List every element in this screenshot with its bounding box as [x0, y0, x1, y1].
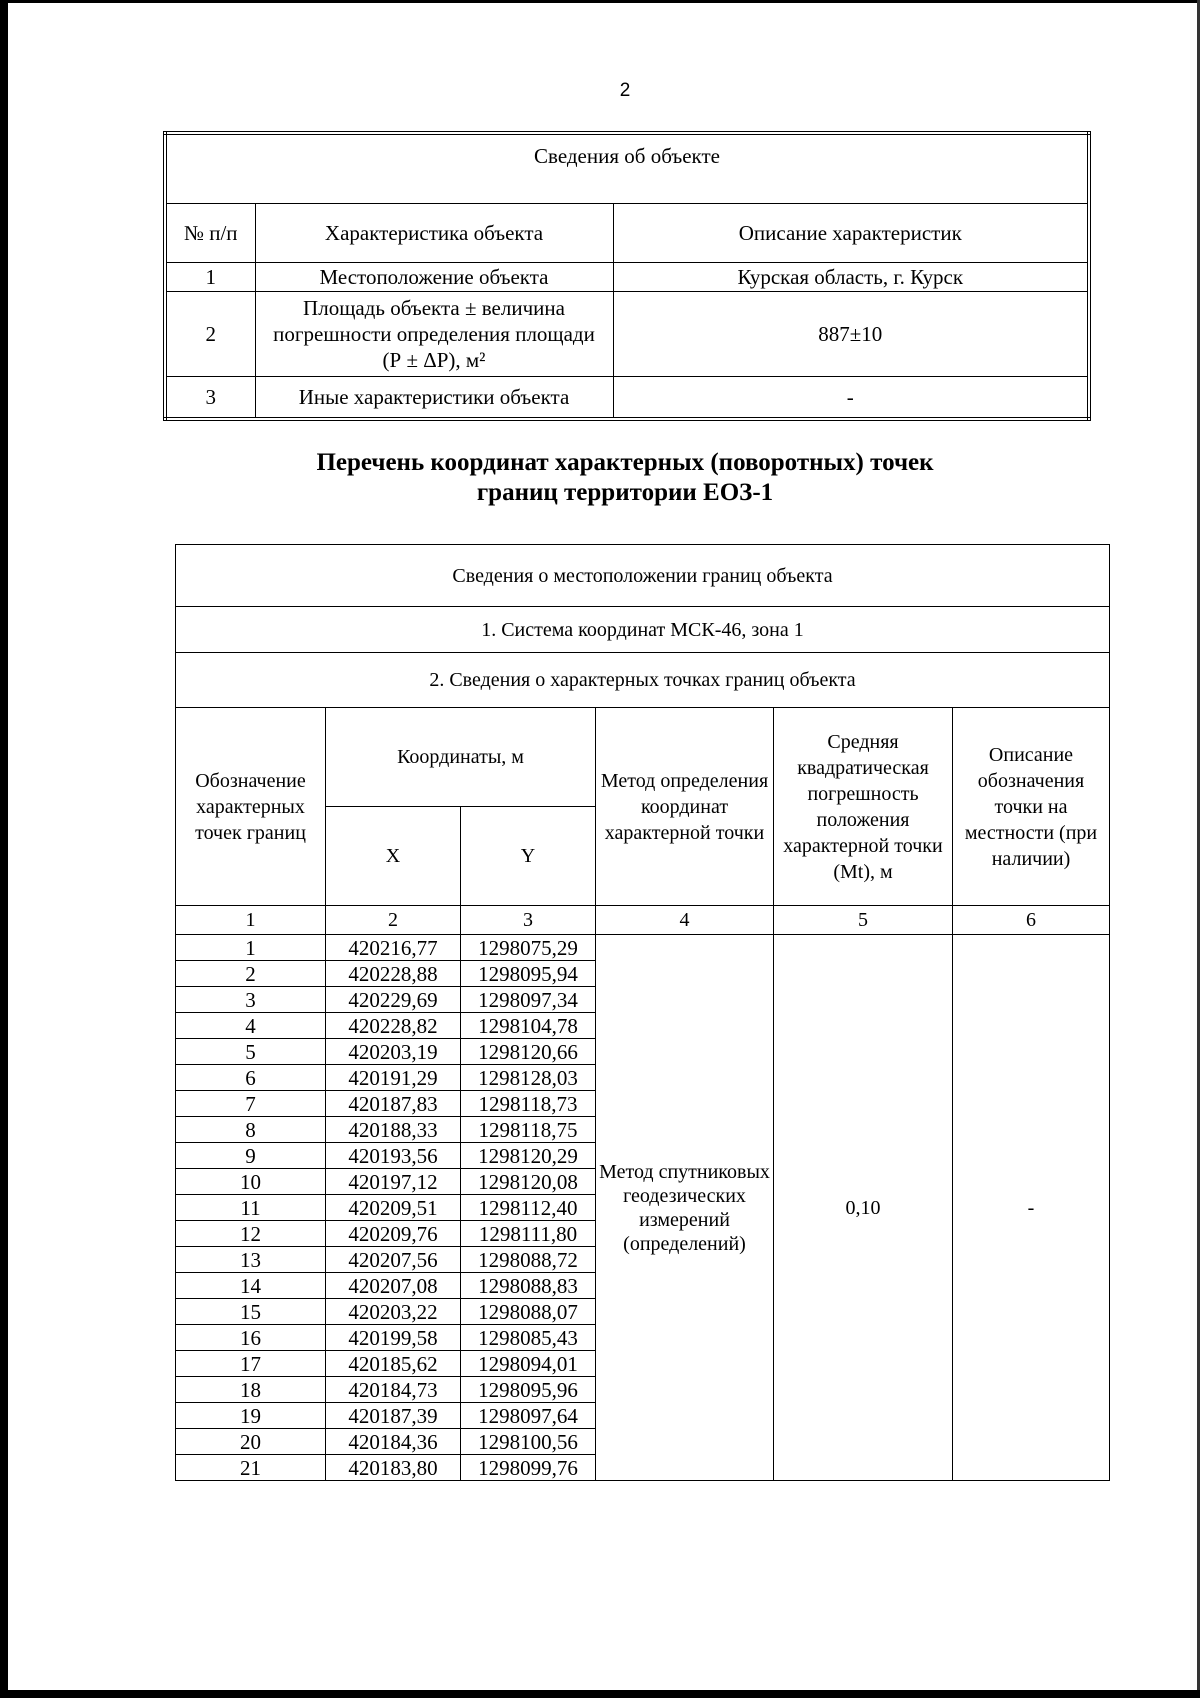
point-x: 420199,58 [326, 1325, 461, 1351]
scan-edge-left [0, 0, 8, 1698]
point-x: 420216,77 [326, 935, 461, 961]
point-x: 420197,12 [326, 1169, 461, 1195]
point-x: 420207,08 [326, 1273, 461, 1299]
point-y: 1298112,40 [461, 1195, 596, 1221]
point-x: 420228,82 [326, 1013, 461, 1039]
point-y: 1298094,01 [461, 1351, 596, 1377]
point-id: 15 [176, 1299, 326, 1325]
point-row [176, 935, 1110, 961]
point-x: 420185,62 [326, 1351, 461, 1377]
coords-points-title: 2. Сведения о характерных точках границ объекта [176, 653, 1110, 708]
point-x: 420183,80 [326, 1455, 461, 1481]
point-id: 11 [176, 1195, 326, 1221]
point-y: 1298088,07 [461, 1299, 596, 1325]
coords-title: Сведения о местоположении границ объекта [176, 545, 1110, 607]
object-info-row [165, 377, 1089, 420]
point-id: 14 [176, 1273, 326, 1299]
header-error: Средняя квадратическая погрешность положения характерной точки (Мt), м [774, 708, 953, 906]
point-x: 420187,39 [326, 1403, 461, 1429]
header-method: Метод определения координат характерной точки [596, 708, 774, 906]
row-no: 1 [165, 263, 255, 292]
point-x: 420187,83 [326, 1091, 461, 1117]
row-description: Курская область, г. Курск [613, 263, 1089, 292]
coords-system-row [176, 607, 1110, 653]
point-id: 2 [176, 961, 326, 987]
coords-points-title-row [176, 653, 1110, 708]
row-no: 2 [165, 292, 255, 377]
header-x: X [326, 807, 461, 906]
point-x: 420193,56 [326, 1143, 461, 1169]
point-id: 20 [176, 1429, 326, 1455]
object-info-title: Сведения об объекте [165, 133, 1089, 204]
point-id: 21 [176, 1455, 326, 1481]
point-id: 17 [176, 1351, 326, 1377]
header-designation: Обозначение характерных точек границ [176, 708, 326, 906]
points-body [176, 935, 1110, 1481]
object-info-row [165, 263, 1089, 292]
header-point-description: Описание обозначения точки на местности (при наличии) [953, 708, 1110, 906]
header-characteristic: Характеристика объекта [255, 204, 613, 263]
header-description: Описание характеристик [613, 204, 1089, 263]
point-description-value: - [953, 935, 1110, 1481]
row-characteristic: Иные характеристики объекта [255, 377, 613, 420]
point-id: 4 [176, 1013, 326, 1039]
row-description: - [613, 377, 1089, 420]
point-x: 420209,76 [326, 1221, 461, 1247]
header-no: № п/п [165, 204, 255, 263]
point-x: 420209,51 [326, 1195, 461, 1221]
error-value: 0,10 [774, 935, 953, 1481]
point-id: 8 [176, 1117, 326, 1143]
section-title [0, 448, 1200, 508]
point-y: 1298088,83 [461, 1273, 596, 1299]
point-y: 1298120,08 [461, 1169, 596, 1195]
scan-edge-bottom [0, 1690, 1200, 1698]
point-y: 1298120,29 [461, 1143, 596, 1169]
section-title-line-2: границ территории ЕОЗ-1 [476, 479, 774, 506]
point-id: 12 [176, 1221, 326, 1247]
point-x: 420203,22 [326, 1299, 461, 1325]
point-id: 18 [176, 1377, 326, 1403]
point-id: 6 [176, 1065, 326, 1091]
page-number: 2 [619, 80, 631, 101]
point-x: 420184,36 [326, 1429, 461, 1455]
point-y: 1298104,78 [461, 1013, 596, 1039]
coords-system: 1. Система координат МСК-46, зона 1 [176, 607, 1110, 653]
point-y: 1298118,73 [461, 1091, 596, 1117]
header-coordinates: Координаты, м [326, 708, 596, 807]
column-number: 2 [326, 906, 461, 935]
point-x: 420207,56 [326, 1247, 461, 1273]
coordinates-table [175, 544, 1110, 1481]
point-id: 13 [176, 1247, 326, 1273]
point-y: 1298100,56 [461, 1429, 596, 1455]
object-info-header-row [165, 204, 1089, 263]
point-y: 1298095,94 [461, 961, 596, 987]
column-number: 1 [176, 906, 326, 935]
scan-edge-top [0, 0, 1200, 3]
method-value: Метод спутниковых геодезических измерений (определений) [596, 935, 774, 1481]
point-y: 1298097,64 [461, 1403, 596, 1429]
object-info-title-row [165, 133, 1089, 204]
point-x: 420203,19 [326, 1039, 461, 1065]
row-characteristic: Местоположение объекта [255, 263, 613, 292]
point-y: 1298099,76 [461, 1455, 596, 1481]
section-title-line-1: Перечень координат характерных (поворотных) точек [316, 449, 934, 476]
point-y: 1298085,43 [461, 1325, 596, 1351]
point-y: 1298120,66 [461, 1039, 596, 1065]
column-numbers-row [176, 906, 1110, 935]
point-x: 420188,33 [326, 1117, 461, 1143]
point-id: 3 [176, 987, 326, 1013]
point-y: 1298111,80 [461, 1221, 596, 1247]
object-info-table [163, 131, 1091, 421]
column-number: 3 [461, 906, 596, 935]
column-number: 5 [774, 906, 953, 935]
point-id: 9 [176, 1143, 326, 1169]
point-id: 5 [176, 1039, 326, 1065]
point-id: 16 [176, 1325, 326, 1351]
header-y: Y [461, 807, 596, 906]
row-no: 3 [165, 377, 255, 420]
point-y: 1298097,34 [461, 987, 596, 1013]
point-y: 1298128,03 [461, 1065, 596, 1091]
point-x: 420191,29 [326, 1065, 461, 1091]
row-description: 887±10 [613, 292, 1089, 377]
coords-header-row [176, 708, 1110, 807]
point-id: 10 [176, 1169, 326, 1195]
point-x: 420184,73 [326, 1377, 461, 1403]
point-x: 420228,88 [326, 961, 461, 987]
point-y: 1298095,96 [461, 1377, 596, 1403]
point-id: 19 [176, 1403, 326, 1429]
point-y: 1298088,72 [461, 1247, 596, 1273]
point-x: 420229,69 [326, 987, 461, 1013]
point-id: 7 [176, 1091, 326, 1117]
object-info-row [165, 292, 1089, 377]
column-number: 4 [596, 906, 774, 935]
point-y: 1298118,75 [461, 1117, 596, 1143]
coords-title-row [176, 545, 1110, 607]
point-y: 1298075,29 [461, 935, 596, 961]
point-id: 1 [176, 935, 326, 961]
column-number: 6 [953, 906, 1110, 935]
row-characteristic: Площадь объекта ± величина погрешности определения площади (Р ± ΔР), м² [255, 292, 613, 377]
